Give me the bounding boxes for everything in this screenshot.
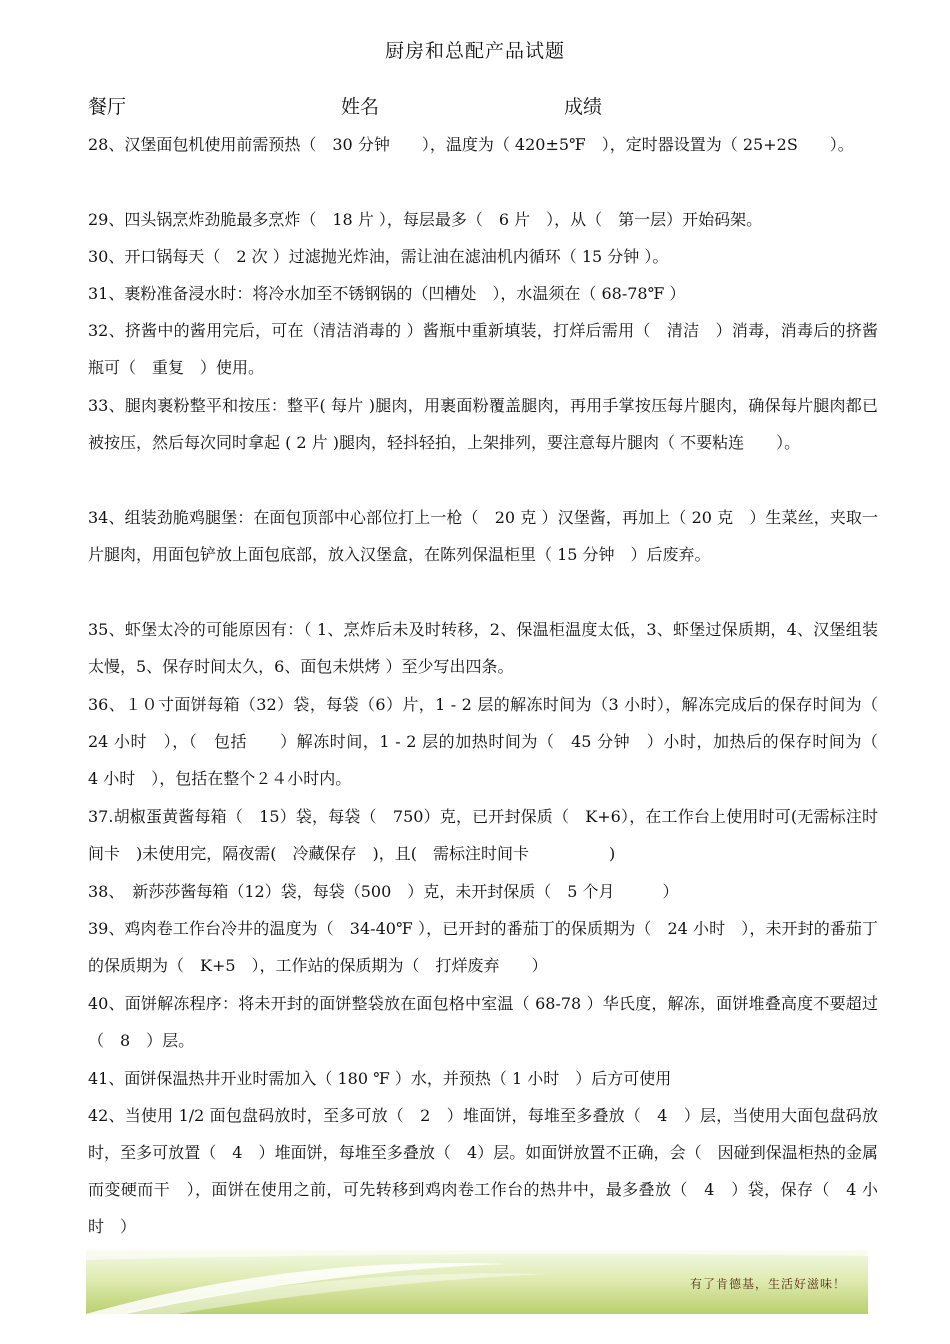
question-30	[88, 238, 878, 275]
question-number: 34、	[88, 508, 125, 527]
page-title: 厨房和总配产品试题	[384, 40, 565, 62]
question-number: 39、	[88, 919, 125, 938]
question-text: 面饼解冻程序：将未开封的面饼整袋放在面包格中室温（ 68-78 ）华氏度，解冻，面饼堆叠高度不要超过（ 8 ）层。	[88, 994, 878, 1050]
question-text: 裹粉准备浸水时：将冷水加至不锈钢锅的（凹槽处 ），水温须在（ 68-78℉ ）	[124, 284, 686, 303]
score-field-label: 成绩	[564, 96, 603, 118]
question-number: 31、	[88, 284, 125, 303]
question-number: 42、	[88, 1106, 125, 1125]
question-34	[88, 499, 878, 573]
question-text: 开口锅每天（ 2 次 ）过滤抛光炸油，需让油在滤油机内循环（ 15 分钟 ）。	[124, 247, 669, 266]
question-number: 29、	[88, 210, 125, 229]
question-number: 28、	[88, 135, 125, 154]
question-35	[88, 611, 878, 685]
question-33	[88, 387, 878, 461]
question-text: 胡椒蛋黄酱每箱（ 15）袋，每袋（ 750）克，已开封保质（ K+6），在工作台上使用时可(无需标注时间卡 )未使用完，隔夜需( 冷藏保存 )，且( 需标注时间卡 )	[88, 807, 878, 863]
question-number: 30、	[88, 247, 125, 266]
question-28	[88, 126, 878, 163]
question-number: 32、	[88, 321, 125, 340]
question-41	[88, 1060, 878, 1097]
question-38	[88, 873, 878, 910]
question-number: 40、	[88, 994, 125, 1013]
question-number: 41、	[88, 1069, 125, 1088]
footer-banner	[86, 1250, 868, 1314]
question-number: 37.	[88, 807, 114, 826]
question-text: 组装劲脆鸡腿堡：在面包顶部中心部位打上一枪（ 20 克 ）汉堡酱，再加上（ 20 克 ）生菜丝，夹取一片腿肉，用面包铲放上面包底部，放入汉堡盒，在陈列保温柜里（ 15 分钟 ）后废弃。	[88, 508, 878, 564]
question-40	[88, 985, 878, 1059]
question-32	[88, 312, 878, 386]
question-31	[88, 275, 878, 312]
question-text: 腿肉裹粉整平和按压：整平( 每片 )腿肉，用裹面粉覆盖腿肉，再用手掌按压每片腿肉，确保每片腿肉都已被按压，然后每次同时拿起 ( 2 片 )腿肉，轻抖轻拍，上架排列，要注意每片腿肉（ 不要粘连 ）。	[88, 396, 878, 452]
question-text: １０寸面饼每箱（32）袋，每袋（6）片，1 - 2 层的解冻时间为（3 小时），解冻完成后的保存时间为（ 24 小时 ），（ 包括 ）解冻时间，1 - 2 层的加热时间为（ 45 分钟 ）小时，加热后的保存时间为（ 4 小时 ），包括在整个２４小时内。	[88, 695, 895, 788]
question-37	[88, 798, 878, 872]
name-field-label: 姓名	[341, 96, 380, 118]
question-29	[88, 201, 878, 238]
question-42	[88, 1097, 878, 1245]
question-text: 挤酱中的酱用完后，可在（清洁消毒的 ）酱瓶中重新填装，打烊后需用（ 清洁 ）消毒，消毒后的挤酱瓶可（ 重复 ）使用。	[88, 321, 878, 377]
question-text: 虾堡太冷的可能原因有：（ 1、烹炸后未及时转移，2、保温柜温度太低，3、虾堡过保质期，4、汉堡组装太慢，5、保存时间太久，6、面包未烘烤 ）至少写出四条。	[88, 620, 878, 676]
question-number: 35、	[88, 620, 125, 639]
question-text: 鸡肉卷工作台冷井的温度为（ 34-40℉ ），已开封的番茄丁的保质期为（ 24 小时 ），未开封的番茄丁的保质期为（ K+5 ），工作站的保质期为（ 打烊废弃 ）	[88, 919, 878, 975]
question-number: 38、	[88, 882, 117, 901]
footer-slogan: 有了肯德基，生活好滋味！	[689, 1277, 846, 1291]
question-number: 36、	[88, 695, 126, 714]
question-text: 面饼保温热井开业时需加入（ 180 ℉ ）水，并预热（ 1 小时 ）后方可使用	[124, 1069, 672, 1088]
restaurant-field-label: 餐厅	[88, 96, 127, 118]
question-number: 33、	[88, 396, 125, 415]
question-text: 当使用 1/2 面包盘码放时，至多可放（ 2 ）堆面饼，每堆至多叠放（ 4 ）层，当使用大面包盘码放时，至多可放置（ 4 ）堆面饼，每堆至多叠放（ 4）层。如面饼放置不正确，会（ 因碰到保温柜热的金属而变硬而干 ），面饼在使用之前，可先转移到鸡肉卷工作台的热井中，最多叠放（ 4 ）袋，保存（ 4 小时 ）	[88, 1106, 878, 1236]
question-text: 新莎莎酱每箱（12）袋，每袋（500 ）克，未开封保质（ 5 个月 ）	[116, 882, 679, 901]
question-text: 汉堡面包机使用前需预热（ 30 分钟 ），温度为（ 420±5℉ ），定时器设置为（ 25+2S ）。	[124, 135, 854, 154]
question-39	[88, 910, 878, 984]
question-text: 四头锅烹炸劲脆最多烹炸（ 18 片 ），每层最多（ 6 片 ），从（ 第一层）开始码架。	[124, 210, 763, 229]
question-36	[88, 686, 895, 797]
